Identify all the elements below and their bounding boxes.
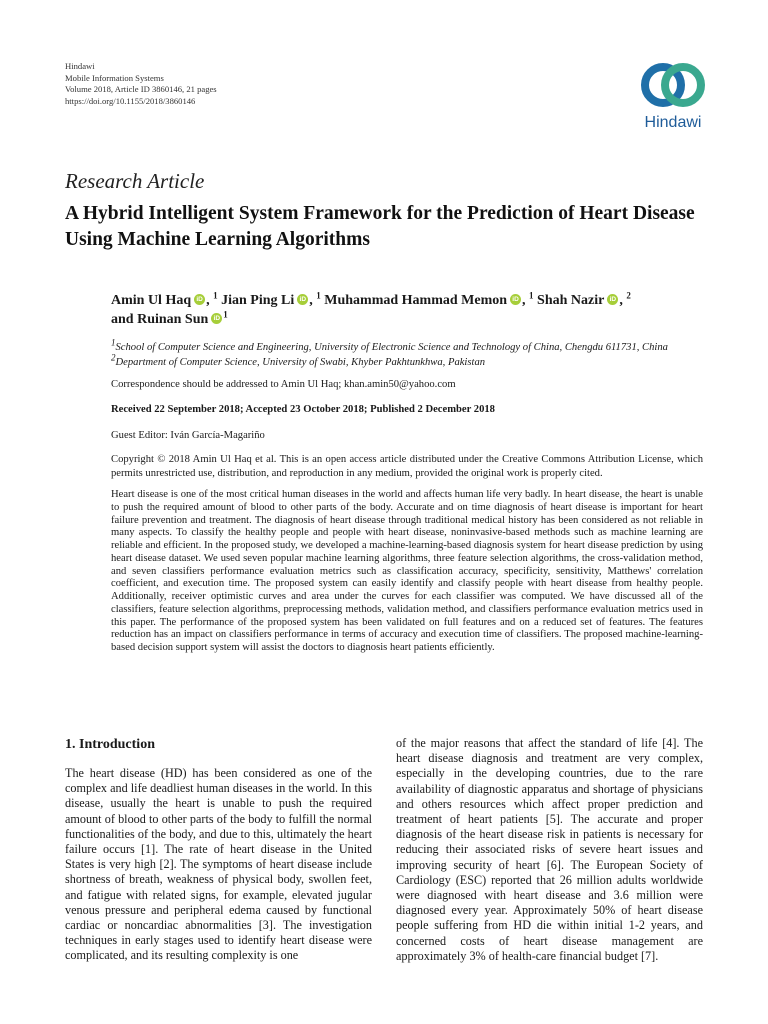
orcid-icon[interactable]: iD <box>607 294 618 305</box>
author-3[interactable]: Muhammad Hammad Memon iD , $^1$ <box>324 290 534 308</box>
volume-info: Volume 2018, Article ID 3860146, 21 pages <box>65 84 217 95</box>
article-title: A Hybrid Intelligent System Framework for the Prediction of Heart Disease Using Machine Learning Algorithms <box>65 203 695 250</box>
affiliation-1: $^1$School of Computer Science and Engineering, University of Electronic Science and Technology of China, Chengdu 611731, China <box>111 337 668 353</box>
abstract: Heart disease is one of the most critical human diseases in the world and affects human life very badly. In heart disease, the heart is unable to push the required amount of blood to other parts of the body. Accurate and on time diagnosis of heart disease is important for heart failure prevention and treatment. The diagnosis of heart disease through traditional medical history has been considered as not reliable in many aspects. To classify the healthy people and people with heart disease, noninvasive-based methods such as machine learning are reliable and efficient. In the proposed study, we developed a machine-learning-based diagnosis system for heart disease prediction by using heart disease dataset. We used seven popular machine learning algorithms, three feature selection algorithms, the cross-validation method, and seven classifiers performance evaluation metrics such as classification accuracy, specificity, sensitivity, Matthews' correlation coefficient, and execution time. The proposed system can easily identify and classify people with heart disease from healthy people. Additionally, receiver optimistic curves and area under the curves for each classifier was computed. We have discussed all of the classifiers, feature selection algorithms, preprocessing methods, validation method, and classifiers performance evaluation metrics used in this paper. The performance of the proposed system has been validated on full features and on a reduced set of features. The features reduction has an impact on classifiers performance in terms of accuracy and execution time of classifiers. The proposed machine-learning-based decision support system will assist the doctors to diagnosis heart patients efficiently. <box>111 489 703 653</box>
intro-column-left: The heart disease (HD) has been considered as one of the complex and life deadliest human diseases in the world. In this disease, usually the heart is unable to push the required amount of blood to other parts of the body to fulfill the normal functionalities of the body, and due to this, ultimately the heart failure occurs [1]. The rate of heart disease in the United States is very high [2]. The symptoms of heart disease include shortness of breath, weakness of physical body, swollen feet, and fatigue with related signs, for example, elevated jugular venous pressure and peripheral edema caused by functional cardiac or noncardiac abnormalities [3]. The investigation techniques in early stages used to identify heart disease were complicated, and its resulting complexity is one <box>65 766 372 963</box>
author-1[interactable]: Amin Ul Haq iD , $^1$ <box>111 290 218 308</box>
affiliation-2: $^2$Department of Computer Science, University of Swabi, Khyber Pakhtunkhwa, Pakistan <box>111 351 486 368</box>
publisher-name: Hindawi <box>65 61 95 71</box>
hindawi-logo-icon <box>628 56 718 114</box>
author-2[interactable]: Jian Ping Li iD , $^1$ <box>221 290 321 308</box>
orcid-icon[interactable]: iD <box>194 294 205 305</box>
journal-name: Mobile Information Systems <box>65 72 164 83</box>
correspondence: Correspondence should be addressed to Amin Ul Haq; khan.amin50@yahoo.com <box>111 379 456 390</box>
author-5[interactable]: and Ruinan Sun iD $^1$ <box>111 309 228 327</box>
journal-info <box>65 61 217 107</box>
orcid-icon[interactable]: iD <box>211 313 222 324</box>
publication-dates: Received 22 September 2018; Accepted 23 October 2018; Published 2 December 2018 <box>111 404 495 415</box>
hindawi-logo <box>628 56 718 136</box>
intro-column-right: of the major reasons that affect the standard of life [4]. The heart disease diagnosis and treatment are very complex, especially in the developing countries, due to the rare availability of diagnostic apparatus and shortage of physicians and others resources which affect proper prediction and treatment of heart patients [5]. The accurate and proper diagnosis of the heart disease risk in patients is necessary for reducing their associated risks of severe heart issues and improving security of heart [6]. The European Society of Cardiology (ESC) reported that 26 million adults worldwide were diagnosed with heart disease and 3.6 million were diagnosed every year. Approximately 50% of heart disease people suffering from HD die within initial 1-2 years, and concerned costs of heart disease management are approximately 3% of health-care financial budget [7]. <box>396 736 703 963</box>
doi-link[interactable]: https://doi.org/10.1155/2018/3860146 <box>65 95 196 106</box>
guest-editor: Guest Editor: Iván García-Magariño <box>111 430 265 441</box>
orcid-icon[interactable]: iD <box>510 294 521 305</box>
affiliations <box>111 337 711 370</box>
article-type: Research Article <box>65 169 205 193</box>
section-heading-introduction: 1. Introduction <box>65 737 155 752</box>
author-4[interactable]: Shah Nazir iD , $^2$ <box>537 290 631 308</box>
logo-text: Hindawi <box>644 114 702 131</box>
orcid-icon[interactable]: iD <box>297 294 308 305</box>
copyright-notice: Copyright © 2018 Amin Ul Haq et al. This is an open access article distributed under the Creative Commons Attribution License, which permits unrestricted use, distribution, and reproduction in any medium, provided the original work is properly cited. <box>111 454 703 479</box>
authors <box>111 291 711 329</box>
